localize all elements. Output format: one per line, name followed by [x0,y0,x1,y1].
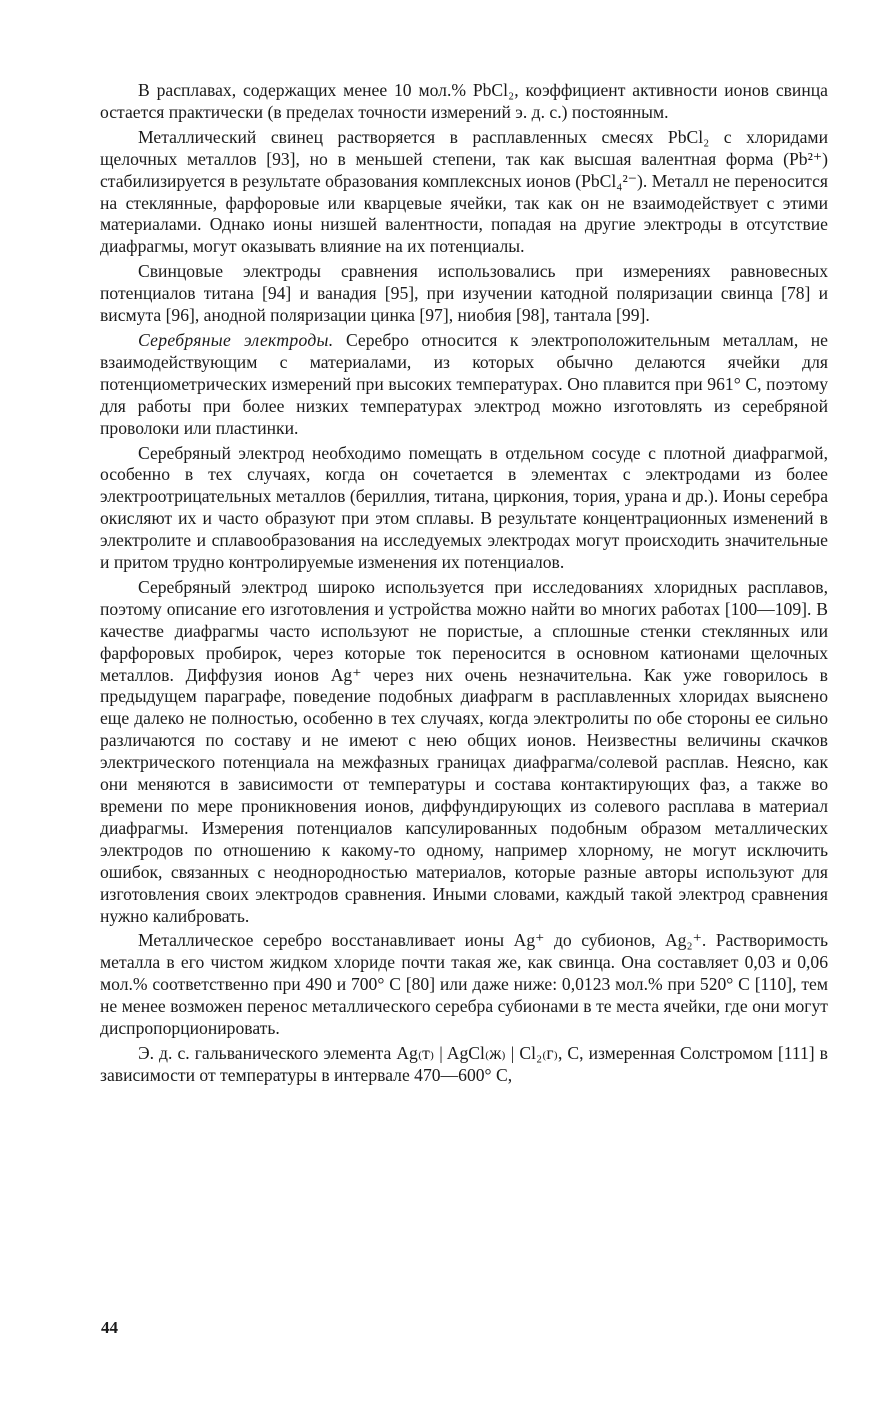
page-number: 44 [101,1318,118,1337]
paragraph-4 [100,330,828,440]
paragraph-7: Металлическое серебро восстанавливает ионы Ag⁺ до субионов, Ag₂⁺. Растворимость металла в его чистом жидком хлориде почти такая же, как свинца. Она составляет 0,03 и 0,06 мол.% соответственно при 490 и 700° С [80] или даже ниже: 0,0123 мол.% при 520° С [110], тем не менее возможен перенос металлического серебра субионами в те места ячейки, где они могут диспропорционировать. [100,930,828,1039]
paragraph-8: Э. д. с. гальванического элемента Ag₍т₎ | AgCl₍ж₎ | Cl₂₍г₎, C, измеренная Солстромом [111] в зависимости от температуры в интервале 470—600° С, [100,1042,828,1085]
section-heading-silver-electrodes: Серебряные электроды. [138,329,334,350]
paragraph-4-text: Серебро относится к электроположительным металлам, не взаимодействующим с материалами, из которых обычно делаются ячейки для потенциометрических измерений при высоких температурах. Оно плавится при 961° С, поэтому для работы при более низких температурах электрод можно изготовлять из серебряной проволоки или пластинки. [100,329,828,438]
paragraph-6: Серебряный электрод широко используется при исследованиях хлоридных расплавов, поэтому описание его изготовления и устройства можно найти во многих работах [100—109]. В качестве диафрагмы часто используют не пористые, а сплошные стенки стеклянных или фарфоровых пробирок, через которые ток переносится в основном катионами щелочных металлов. Диффузия ионов Ag⁺ через них очень незначительна. Как уже говорилось в предыдущем параграфе, поведение подобных диафрагм в расплавленных хлоридах выяснено еще далеко не полностью, особенно в тех случаях, когда электролиты по обе стороны ее сильно различаются по составу и не имеют с нею общих ионов. Неизвестны величины скачков электрического потенциала на межфазных границах диафрагма/солевой расплав. Неясно, как они меняются в зависимости от температуры и состава контактирующих фаз, а также во времени по мере проникновения ионов, диффундирующих из солевого расплава в материал диафрагмы. Измерения потенциалов капсулированных подобным образом металлических электродов по отношению к какому-то одному, например хлорному, не могут исключить ошибок, связанных с неоднородностью материалов, которые разные авторы используют для изготовления своих электродов сравнения. Иными словами, каждый такой электрод сравнения нужно калибровать. [100,576,828,926]
paragraph-5: Серебряный электрод необходимо помещать в отдельном сосуде с плотной диафрагмой, особенно в тех случаях, когда он сочетается в элементах с электродами из более электроотрицательных металлов (бериллия, титана, циркония, тория, урана и др.). Ионы серебра окисляют их и часто образуют при этом сплавы. В результате концентрационных изменений в электролите и сплавообразования на исследуемых электродах могут происходить значительные и притом трудно контролируемые изменения их потенциалов. [100,442,828,573]
body-text [100,80,828,1090]
paragraph-1: В расплавах, содержащих менее 10 мол.% PbCl₂, коэффициент активности ионов свинца остается практически (в пределах точности измерений э. д. с.) постоянным. [100,80,828,122]
paragraph-2: Металлический свинец растворяется в расплавленных смесях PbCl₂ с хлоридами щелочных металлов [93], но в меньшей степени, так как высшая валентная форма (Pb²⁺) стабилизируется в результате образования комплексных ионов (PbCl₄²⁻). Металл не переносится на стеклянные, фарфоровые или кварцевые ячейки, так как он не взаимодействует с этими материалами. Однако ионы низшей валентности, попадая на другие электроды в отсутствие диафрагмы, могут оказывать влияние на их потенциалы. [100,126,828,257]
paragraph-3: Свинцовые электроды сравнения использовались при измерениях равновесных потенциалов титана [94] и ванадия [95], при изучении катодной поляризации свинца [78] и висмута [96], анодной поляризации цинка [97], ниобия [98], тантала [99]. [100,261,828,326]
